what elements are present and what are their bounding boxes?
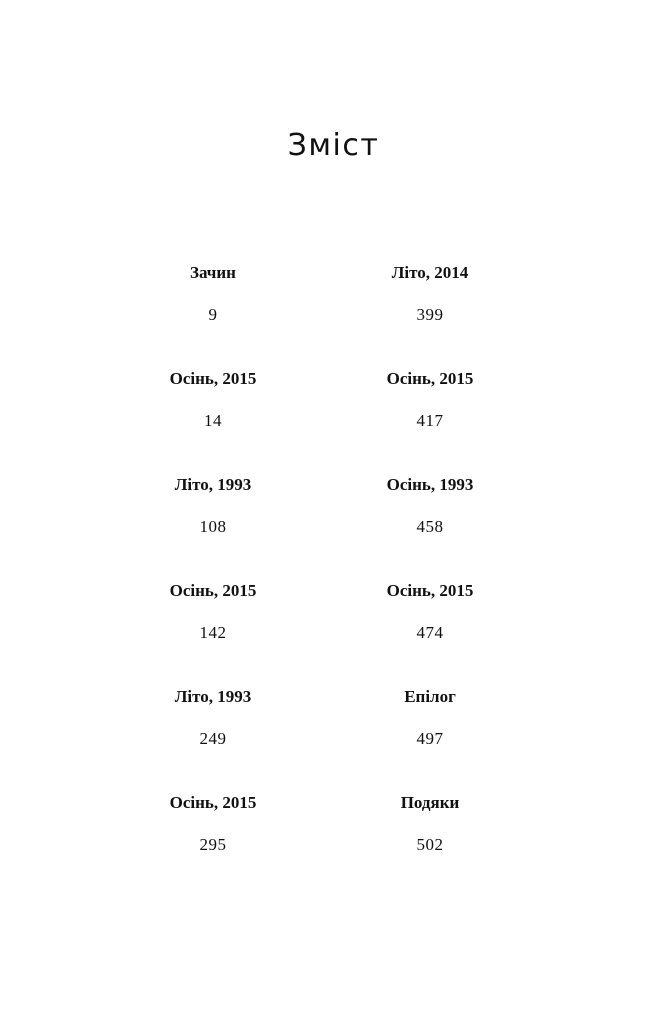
toc-entry[interactable] (113, 792, 313, 856)
toc-entry-page: 417 (416, 411, 444, 430)
toc-entry[interactable] (113, 474, 313, 538)
toc-entry-page: 399 (416, 305, 444, 324)
toc-entry[interactable] (113, 262, 313, 326)
toc-entry-heading: Осінь, 2015 (169, 369, 257, 388)
toc-entry[interactable] (330, 368, 530, 432)
toc-entry-heading: Літо, 1993 (174, 687, 252, 706)
toc-entry[interactable] (113, 368, 313, 432)
toc-entry-page: 458 (416, 517, 444, 536)
toc-entry-page: 142 (199, 623, 227, 642)
toc-entry-page: 249 (199, 729, 227, 748)
toc-entry-heading: Подяки (400, 793, 460, 812)
toc-entry-page: 497 (416, 729, 444, 748)
toc-entry-heading: Осінь, 2015 (386, 581, 474, 600)
toc-entry-heading: Зачин (190, 263, 236, 282)
toc-entry[interactable] (113, 686, 313, 750)
toc-entry[interactable] (330, 262, 530, 326)
toc-entry[interactable] (330, 792, 530, 856)
toc-entry-page: 14 (204, 411, 222, 430)
toc-entry-heading: Осінь, 2015 (386, 369, 474, 388)
toc-entry[interactable] (330, 686, 530, 750)
toc-entry-heading: Епілог (404, 687, 456, 706)
toc-entry-heading: Осінь, 2015 (169, 793, 257, 812)
toc-entry-page: 502 (416, 835, 444, 854)
toc-entry-page: 295 (199, 835, 227, 854)
toc-entry[interactable] (330, 474, 530, 538)
toc-entry-heading: Літо, 2014 (391, 263, 469, 282)
toc-entry-heading: Осінь, 1993 (386, 475, 474, 494)
toc-entry[interactable] (113, 580, 313, 644)
toc-entry-page: 9 (208, 305, 218, 324)
toc-entry-heading: Літо, 1993 (174, 475, 252, 494)
toc-entry-page: 108 (199, 517, 227, 536)
toc-entry-page: 474 (416, 623, 444, 642)
toc-entry[interactable] (330, 580, 530, 644)
toc-entry-heading: Осінь, 2015 (169, 581, 257, 600)
page-title: Зміст (287, 128, 380, 163)
